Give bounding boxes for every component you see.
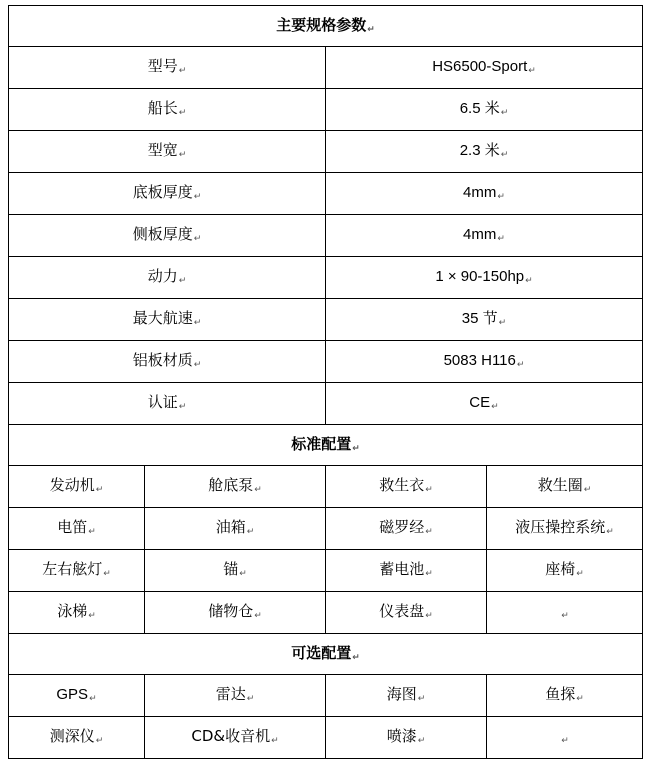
standard-item-row: [9, 508, 643, 550]
standard-item: 电笛↵: [9, 508, 145, 550]
spec-row: [9, 257, 643, 299]
main-specs-header-row: [9, 6, 643, 47]
standard-item: 座椅↵: [487, 550, 643, 592]
standard-config-heading: 标准配置↵: [9, 425, 643, 466]
standard-item: 发动机↵: [9, 466, 145, 508]
main-specs-heading: 主要规格参数↵: [9, 6, 643, 47]
spec-label: 侧板厚度↵: [9, 215, 326, 257]
standard-item: 救生衣↵: [326, 466, 487, 508]
spec-row: [9, 89, 643, 131]
standard-item-row: [9, 466, 643, 508]
standard-item: 磁罗经↵: [326, 508, 487, 550]
standard-item: 泳梯↵: [9, 592, 145, 634]
optional-item-empty: ↵: [487, 717, 643, 759]
standard-item: 蓄电池↵: [326, 550, 487, 592]
optional-item-row: [9, 717, 643, 759]
spec-value: CE↵: [326, 383, 643, 425]
spec-value: 1 × 90-150hp↵: [326, 257, 643, 299]
standard-item: 液压操控系统↵: [487, 508, 643, 550]
spec-label: 动力↵: [9, 257, 326, 299]
spec-value: HS6500-Sport↵: [326, 47, 643, 89]
standard-item: 仪表盘↵: [326, 592, 487, 634]
optional-item: 喷漆↵: [326, 717, 487, 759]
spec-label: 型号↵: [9, 47, 326, 89]
spec-row: [9, 299, 643, 341]
spec-value: 4mm↵: [326, 173, 643, 215]
spec-label: 船长↵: [9, 89, 326, 131]
spec-row: [9, 47, 643, 89]
spec-row: [9, 341, 643, 383]
spec-row: [9, 215, 643, 257]
standard-item: 左右舷灯↵: [9, 550, 145, 592]
spec-label: 认证↵: [9, 383, 326, 425]
optional-config-heading: 可选配置↵: [9, 634, 643, 675]
spec-label: 型宽↵: [9, 131, 326, 173]
standard-config-header-row: [9, 425, 643, 466]
standard-item-empty: ↵: [487, 592, 643, 634]
spec-value: 5083 H116↵: [326, 341, 643, 383]
spec-value: 4mm↵: [326, 215, 643, 257]
spec-document: [8, 5, 642, 759]
optional-config-header-row: [9, 634, 643, 675]
spec-row: [9, 131, 643, 173]
standard-item: 储物仓↵: [145, 592, 326, 634]
standard-item: 救生圈↵: [487, 466, 643, 508]
optional-item: 雷达↵: [145, 675, 326, 717]
standard-item: 锚↵: [145, 550, 326, 592]
spec-label: 最大航速↵: [9, 299, 326, 341]
spec-value: 2.3 米↵: [326, 131, 643, 173]
optional-item: CD&收音机↵: [145, 717, 326, 759]
standard-item: 油箱↵: [145, 508, 326, 550]
spec-row: [9, 383, 643, 425]
spec-value: 6.5 米↵: [326, 89, 643, 131]
optional-item: GPS↵: [9, 675, 145, 717]
optional-item-row: [9, 675, 643, 717]
optional-item: 鱼探↵: [487, 675, 643, 717]
optional-item: 海图↵: [326, 675, 487, 717]
spec-label: 底板厚度↵: [9, 173, 326, 215]
standard-item-row: [9, 592, 643, 634]
spec-table: [8, 5, 643, 759]
standard-item: 舱底泵↵: [145, 466, 326, 508]
spec-label: 铝板材质↵: [9, 341, 326, 383]
spec-row: [9, 173, 643, 215]
standard-item-row: [9, 550, 643, 592]
spec-value: 35 节↵: [326, 299, 643, 341]
optional-item: 测深仪↵: [9, 717, 145, 759]
